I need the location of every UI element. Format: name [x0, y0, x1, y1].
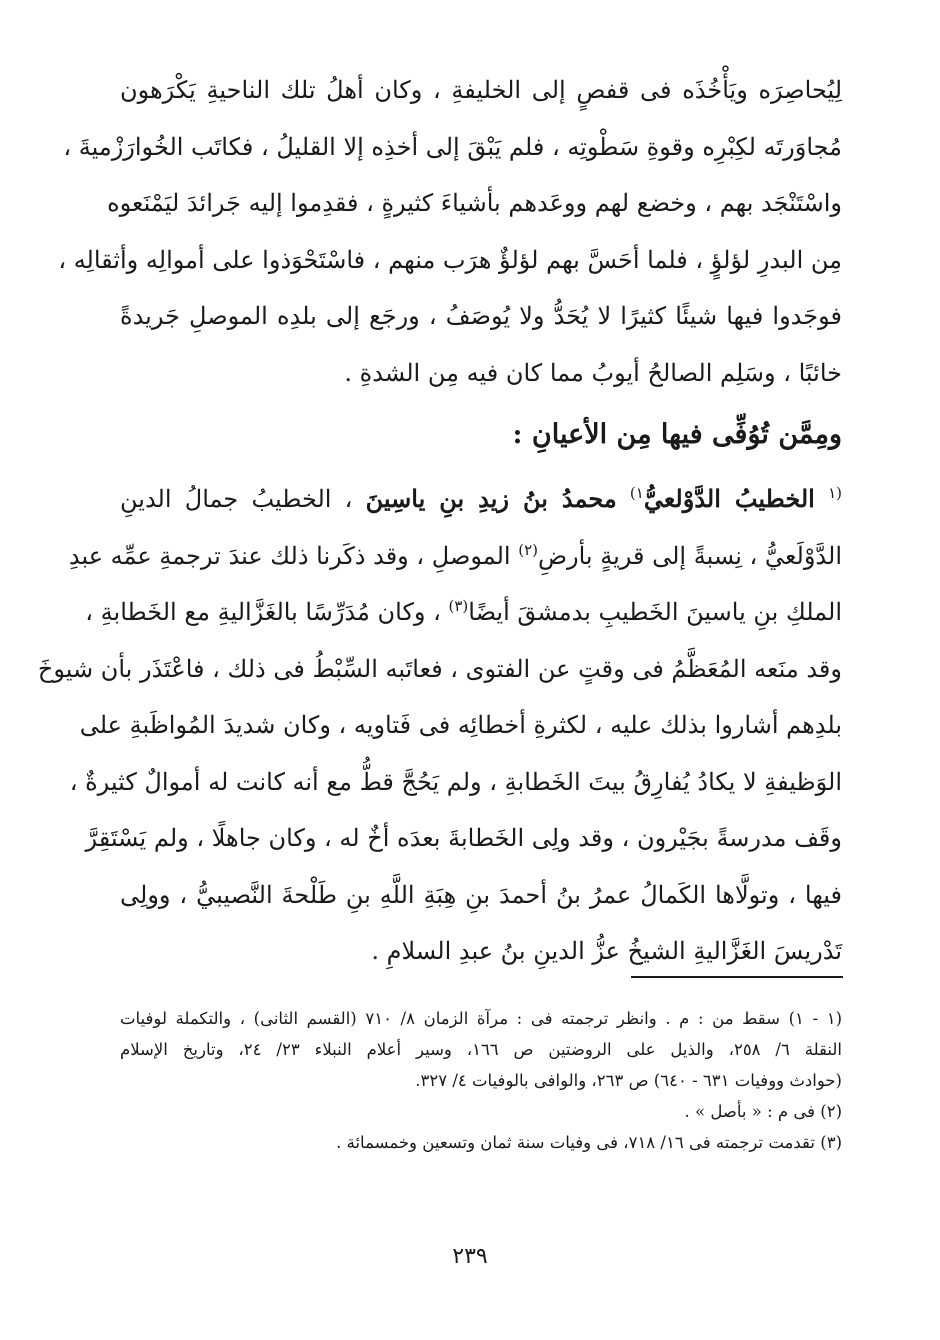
footnote-line: (١ - ١) سقط من : م . وانظر ترجمته فى : مرآة الزمان ٨/ ٧١٠ (القسم الثانى) ، والتكملة لوفيات — [120, 1009, 842, 1028]
entry-title-text: ، الخطيبُ جمالُ الدينِ — [120, 485, 353, 513]
text-segment: ، وكان مُدَرِّسًا بالغَزَّاليةِ مع الخَطابةِ ، — [85, 598, 441, 626]
footnote-line: (حوادث ووفيات ٦٣١ - ٦٤٠) ص ٢٦٣، والوافى بالوفيات ٤/ ٣٢٧. — [415, 1071, 842, 1090]
text-line: وقَف مدرسةً بجَيْرون ، وقد ولِى الخَطابةَ بعدَه أخٌ له ، وكان جاهلًا ، ولم يَسْتَقِرَّ — [85, 824, 842, 852]
text-line: مُجاوَرتَه لكِبْرِه وقوةِ سَطْوتِه ، فلم يَبْقَ إلى أخذِه إلا القليلُ ، فكاتَب الخُوارَزْميةَ ، — [63, 132, 842, 161]
section-heading: ومِمَّن تُوُفِّى فيها مِن الأعيانِ : — [512, 419, 842, 450]
footnote-ref-3: (٣) — [448, 597, 469, 615]
text-line: تَدْريسَ الغَزَّاليةِ الشيخُ عزُّ الدينِ بنُ عبدِ السلامِ . — [371, 937, 842, 965]
entry-name: الخطيبُ الدَّوْلعيُّ — [643, 484, 815, 513]
text-line: فيها ، وتولَّاها الكَمالُ عمرُ بنُ أحمدَ بنِ هِبَةِ اللَّهِ بنِ طَلْحةَ النَّصيبيُّ ، وولِى — [120, 880, 842, 909]
text-line: خائبًا ، وسَلِم الصالحُ أيوبُ مما كان فيه مِن الشدةِ . — [344, 358, 842, 387]
page-number: ٢٣٩ — [452, 1244, 488, 1269]
footnote-ref-1-open: (١ — [828, 484, 842, 502]
text-segment: الموصلِ ، وقد ذكَرنا ذلك عندَ ترجمةِ عمِّه عبدِ — [68, 541, 511, 570]
footnotes — [120, 1003, 842, 1158]
text-line: وقد منَعه المُعَظَّمُ فى وقتٍ عن الفتوى ، فعاتَبه السِّبْطُ فى ذلك ، فاعْتَذَر بأن شيوخَ — [37, 654, 842, 683]
text-line — [85, 584, 842, 641]
footnote-ref-2: (٢) — [518, 540, 538, 559]
footnote-line: النقلة ٦/ ٢٥٨، والذيل على الروضتين ص ١٦٦، وسير أعلام النبلاء ٢٣/ ٢٤، وتاريخ الإسلام — [120, 1040, 842, 1059]
footnote-line: (٣) تقدمت ترجمته فى ١٦/ ٧١٨، فى وفيات سنة ثمان وتسعين وخمسمائة . — [336, 1133, 842, 1152]
text-line — [120, 471, 842, 528]
paragraph-siege — [58, 62, 842, 401]
text-line: بلدِهم أشاروا بذلك عليه ، لكثرةِ أخطائِه فى فَتاويه ، وكان شديدَ المُواظَبةِ على — [79, 711, 842, 739]
text-line: الوَظيفةِ لا يكادُ يُفارِقُ بيتَ الخَطابةِ ، ولم يَحُجَّ قطُّ مع أنه كانت له أموالٌ كثيرةٌ ، — [69, 767, 842, 796]
text-line: مِن البدرِ لؤلؤٍ ، فلما أحَسَّ بهم لؤلؤٌ هرَب منهم ، فاسْتَحْوَذوا على أموالِه وأثقالِه ، — [58, 245, 842, 274]
entry-full-name: محمدُ بنُ زيدِ بنِ ياسِينَ — [365, 484, 617, 513]
text-line — [68, 528, 842, 585]
text-line: واسْتَنْجَد بهم ، وخضع لهم ووعَدهم بأشياءَ كثيرةٍ ، فقدِموا إليه جَرائدَ ليَمْنَعوه — [107, 189, 842, 217]
footnote-separator — [631, 976, 843, 978]
main-text — [37, 62, 842, 980]
paragraph-biography — [37, 471, 842, 980]
text-line: فوجَدوا فيها شيئًا كثيرًا لا يُحَدُّ ولا يُوصَفُ ، ورجَع إلى بلدِه الموصلِ جَريدةً — [120, 302, 842, 330]
text-segment: الدَّوْلَعيُّ ، نِسبةً إلى قريةٍ بأرضِ — [538, 541, 842, 570]
text-segment: الملكِ بنِ ياسينَ الخَطيبِ بدمشقَ أيضًا — [468, 598, 842, 626]
text-line: لِيُحاصِرَه ويَأْخُذَه فى قفصٍ إلى الخليفةِ ، وكان أهلُ تلك الناحيةِ يَكْرَهون — [120, 76, 842, 104]
footnote-line: (٢) فى م : « بأصل » . — [684, 1102, 842, 1121]
footnote-ref-1-close: ١) — [629, 484, 644, 502]
